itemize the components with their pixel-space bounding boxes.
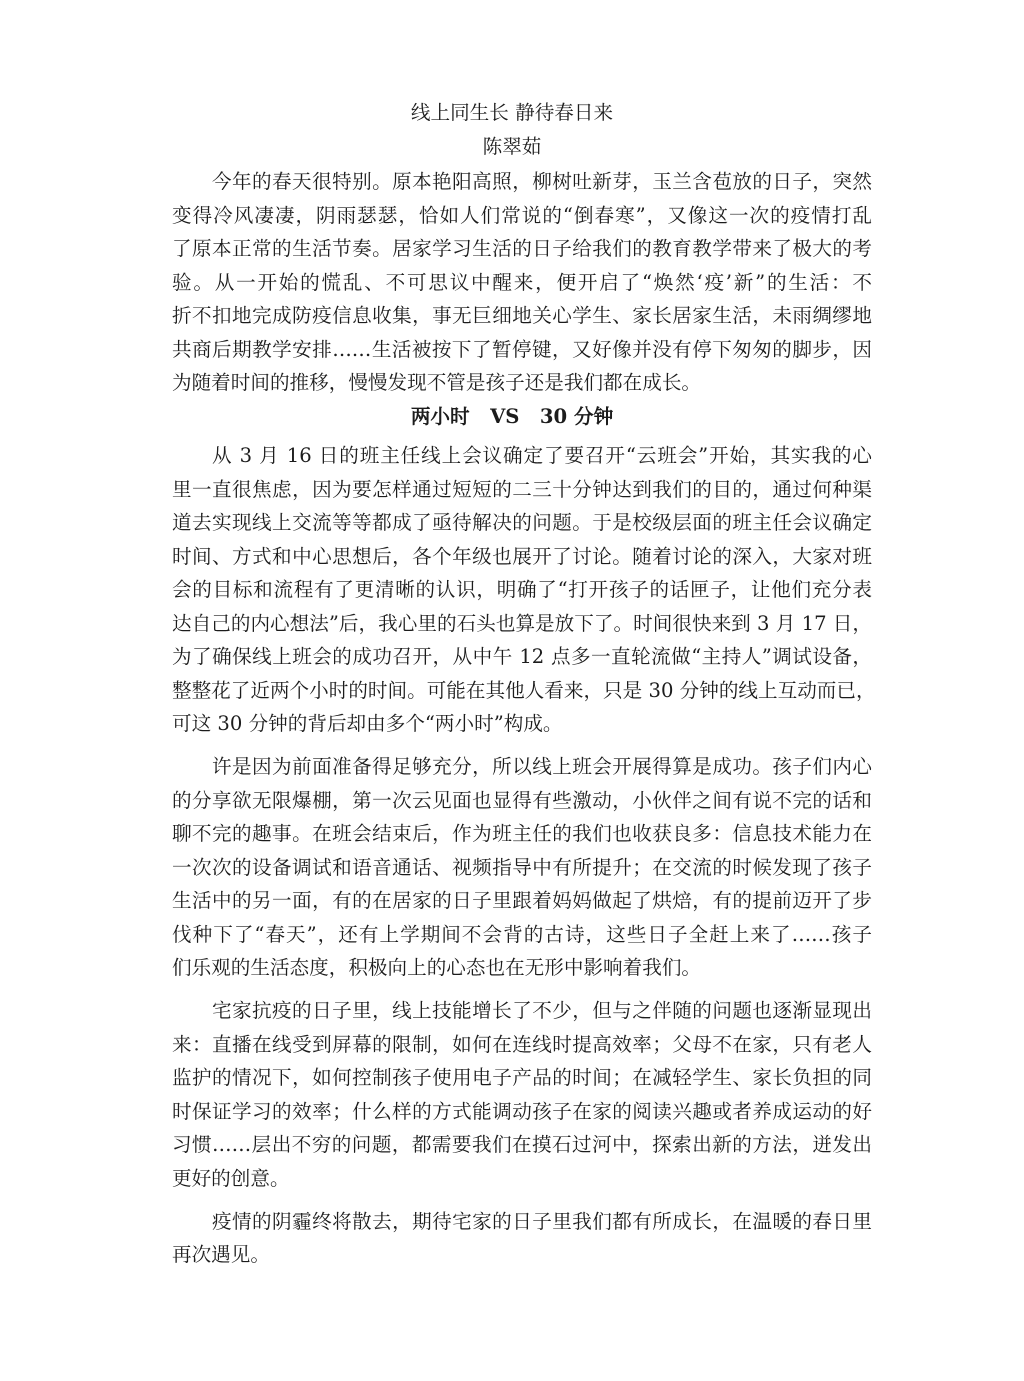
- paragraph-line: 为随着时间的推移，慢慢发现不管是孩子还是我们都在成长。: [172, 371, 702, 394]
- paragraph-line: 监护的情况下，如何控制孩子使用电子产品的时间；在减轻学生、家长负担的同: [172, 1066, 872, 1089]
- paragraph-line: 许是因为前面准备得足够充分，所以线上班会开展得算是成功。孩子们内心: [212, 755, 872, 778]
- paragraph-line: 聊不完的趣事。在班会结束后，作为班主任的我们也收获良多：信息技术能力在: [172, 822, 872, 845]
- document-author: 陈翠茹: [482, 134, 542, 158]
- paragraph-line: 的分享欲无限爆棚，第一次云见面也显得有些激动，小伙伴之间有说不完的话和: [172, 788, 872, 812]
- body-paragraph: [172, 750, 872, 985]
- paragraph-line: 更好的创意。: [172, 1166, 290, 1190]
- paragraph-line: 折不扣地完成防疫信息收集，事无巨细地关心学生、家长居家生活，未雨绸缪地: [172, 304, 872, 327]
- paragraph-line: 为了确保线上班会的成功召开，从中午 12 点多一直轮流做“主持人”调试设备，: [172, 645, 872, 668]
- paragraph-line: 共商后期教学安排……生活被按下了暂停键，又好像并没有停下匆匆的脚步，因: [172, 337, 872, 361]
- section-heading: 两小时 VS 30 分钟: [410, 404, 614, 428]
- paragraph-line: 整整花了近两个小时的时间。可能在其他人看来，只是 30 分钟的线上互动而已，: [172, 678, 876, 702]
- paragraph-line: 可这 30 分钟的背后却由多个“两小时”构成。: [172, 712, 563, 735]
- paragraph-line: 变得冷风凄凄，阴雨瑟瑟，恰如人们常说的“倒春寒”，又像这一次的疫情打乱: [172, 203, 872, 227]
- paragraph-line: 道去实现线上交流等等都成了亟待解决的问题。于是校级层面的班主任会议确定: [172, 511, 872, 534]
- paragraph-line: 从 3 月 16 日的班主任线上会议确定了要召开“云班会”开始，其实我的心: [212, 444, 872, 467]
- intro-section: [172, 165, 872, 400]
- paragraph-line: 里一直很焦虑，因为要怎样通过短短的二三十分钟达到我们的目的，通过何种渠: [172, 477, 872, 501]
- paragraph-line: 生活中的另一面，有的在居家的日子里跟着妈妈做起了烘焙，有的提前迈开了步: [172, 889, 872, 912]
- paragraph-line: 时保证学习的效率；什么样的方式能调动孩子在家的阅读兴趣或者养成运动的好: [172, 1099, 872, 1123]
- paragraph-line: 时间、方式和中心思想后，各个年级也展开了讨论。随着讨论的深入，大家对班: [172, 544, 872, 568]
- paragraph-line: 来：直播在线受到屏幕的限制，如何在连线时提高效率；父母不在家，只有老人: [172, 1032, 872, 1056]
- document-title: 线上同生长 静待春日来: [410, 101, 614, 124]
- paragraph-line: 疫情的阴霾终将散去，期待宅家的日子里我们都有所成长，在温暖的春日里: [212, 1209, 872, 1233]
- body-paragraph: [172, 1205, 872, 1272]
- paragraph-line: 们乐观的生活态度，积极向上的心态也在无形中影响着我们。: [172, 956, 702, 979]
- paragraph-line: 习惯……层出不穷的问题，都需要我们在摸石过河中，探索出新的方法，迸发出: [172, 1133, 872, 1156]
- body-paragraph: [172, 439, 876, 741]
- document-body: [0, 96, 1024, 1272]
- paragraph-line: 今年的春天很特别。原本艳阳高照，柳树吐新芽，玉兰含苞放的日子，突然: [212, 170, 872, 193]
- paragraph-line: 一次次的设备调试和语音通话、视频指导中有所提升；在交流的时候发现了孩子: [172, 855, 872, 879]
- body-paragraph: [172, 994, 872, 1195]
- paragraph-line: 会的目标和流程有了更清晰的认识，明确了“打开孩子的话匣子，让他们充分表: [172, 578, 872, 601]
- paragraph-line: 了原本正常的生活节奏。居家学习生活的日子给我们的教育教学带来了极大的考: [172, 237, 872, 260]
- paragraph-line: 宅家抗疫的日子里，线上技能增长了不少，但与之伴随的问题也逐渐显现出: [212, 999, 872, 1022]
- paragraph-line: 伐种下了“春天”，还有上学期间不会背的古诗，这些日子全赶上来了……孩子: [172, 922, 872, 946]
- paragraph-line: 达自己的内心想法”后，我心里的石头也算是放下了。时间很快来到 3 月 17 日，: [172, 611, 872, 635]
- paragraph-line: 再次遇见。: [172, 1243, 270, 1266]
- section-body: [172, 439, 876, 1272]
- body-paragraph: [172, 165, 872, 400]
- paragraph-line: 验。从一开始的慌乱、不可思议中醒来，便开启了“焕然‘疫’新”的生活：不: [172, 270, 872, 294]
